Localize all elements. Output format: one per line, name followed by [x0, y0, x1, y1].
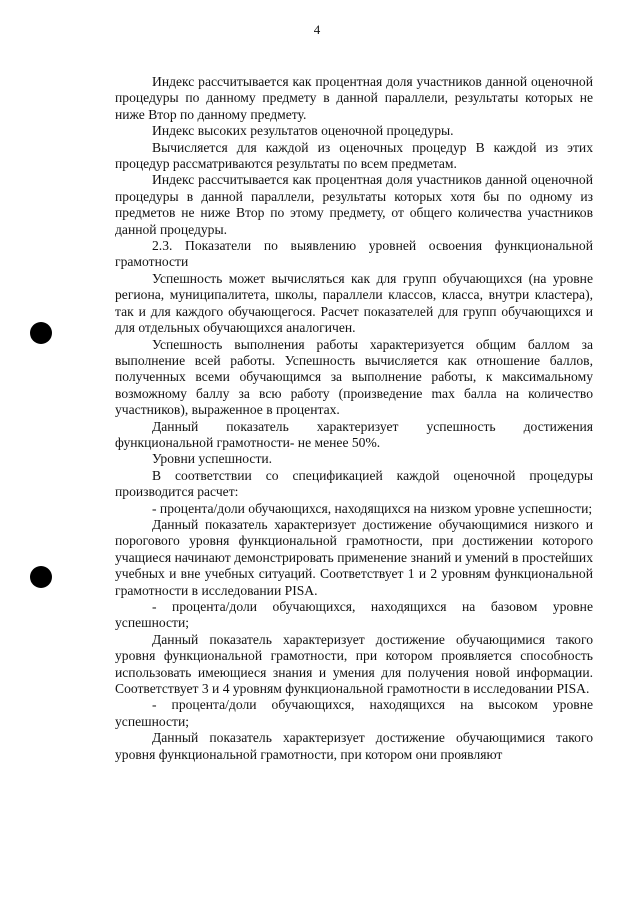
binder-hole-bottom: [30, 566, 52, 588]
paragraph-success-groups: Успешность может вычисляться как для групп обучающихся (на уровне региона, муниципалитета, школы, параллели классов, класса, внутри кластера), так и для каждого обучающегося. Расчет показателей для групп обучающихся и для отдельных обучающихся аналогичен.: [115, 270, 593, 336]
paragraph-index-share: Индекс рассчитывается как процентная доля участников данной оценочной процедуры по данному предмету в данной параллели, результаты которых не ниже Втор по данному предмету.: [115, 74, 593, 122]
paragraph-specification: В соответствии со спецификацией каждой оценочной процедуры производится расчет:: [115, 467, 593, 500]
section-heading-2-3: 2.3. Показатели по выявлению уровней освоения функциональной грамотности: [115, 238, 593, 270]
page-number: 4: [313, 22, 321, 37]
paragraph-base-level-desc: Данный показатель характеризует достижение обучающимися такого уровня функциональной грамотности, при котором проявляется способность использовать имеющиеся знания и умения для получения новой информации. Соответствует 3 и 4 уровням функциональной грамотности в исследовании PISA.: [115, 631, 593, 697]
paragraph-high-level-desc: Данный показатель характеризует достижение обучающимися такого уровня функциональной грамотности, при котором они проявляют: [115, 730, 593, 762]
paragraph-success-total-score: Успешность выполнения работы характеризуется общим баллом за выполнение всей работы. Успешность вычисляется как отношение баллов, полученных всеми обучающимся за выполнение работы, к максимальному возможному баллу за всю работу (произведение max балла на количество участников), выраженное в процентах.: [115, 336, 593, 418]
paragraph-index-at-least-one: Индекс рассчитывается как процентная доля участников данной оценочной процедуры в данной параллели, результаты которых хотя бы по одному из предметов не ниже Втор по этому предмету, от общего количества участников данной процедуры.: [115, 172, 593, 237]
paragraph-threshold-50: Данный показатель характеризует успешность достижения функциональной грамотности- не менее 50%.: [115, 418, 593, 450]
list-item-high-level: - процента/доли обучающихся, находящихся на высоком уровне успешности;: [115, 697, 593, 729]
list-item-low-level: - процента/доли обучающихся, находящихся на низком уровне успешности;: [152, 500, 593, 516]
paragraph-success-levels: Уровни успешности.: [152, 451, 273, 467]
binder-hole-top: [30, 322, 52, 344]
document-body: [115, 74, 593, 763]
paragraph-low-level-desc: Данный показатель характеризует достижение обучающимися низкого и порогового уровня функциональной грамотности, при достижении которого учащиеся начинают демонстрировать применение знаний и умений в простейших учебных и вне учебных ситуаций. Соответствует 1 и 2 уровням функциональной грамотности в исследовании PISA.: [115, 516, 593, 598]
list-item-base-level: - процента/доли обучающихся, находящихся на базовом уровне успешности;: [115, 599, 593, 631]
paragraph-computed-per-procedure: Вычисляется для каждой из оценочных процедур В каждой из этих процедур рассматриваются результаты по всем предметам.: [115, 139, 593, 172]
paragraph-high-results-title: Индекс высоких результатов оценочной процедуры.: [152, 123, 454, 139]
